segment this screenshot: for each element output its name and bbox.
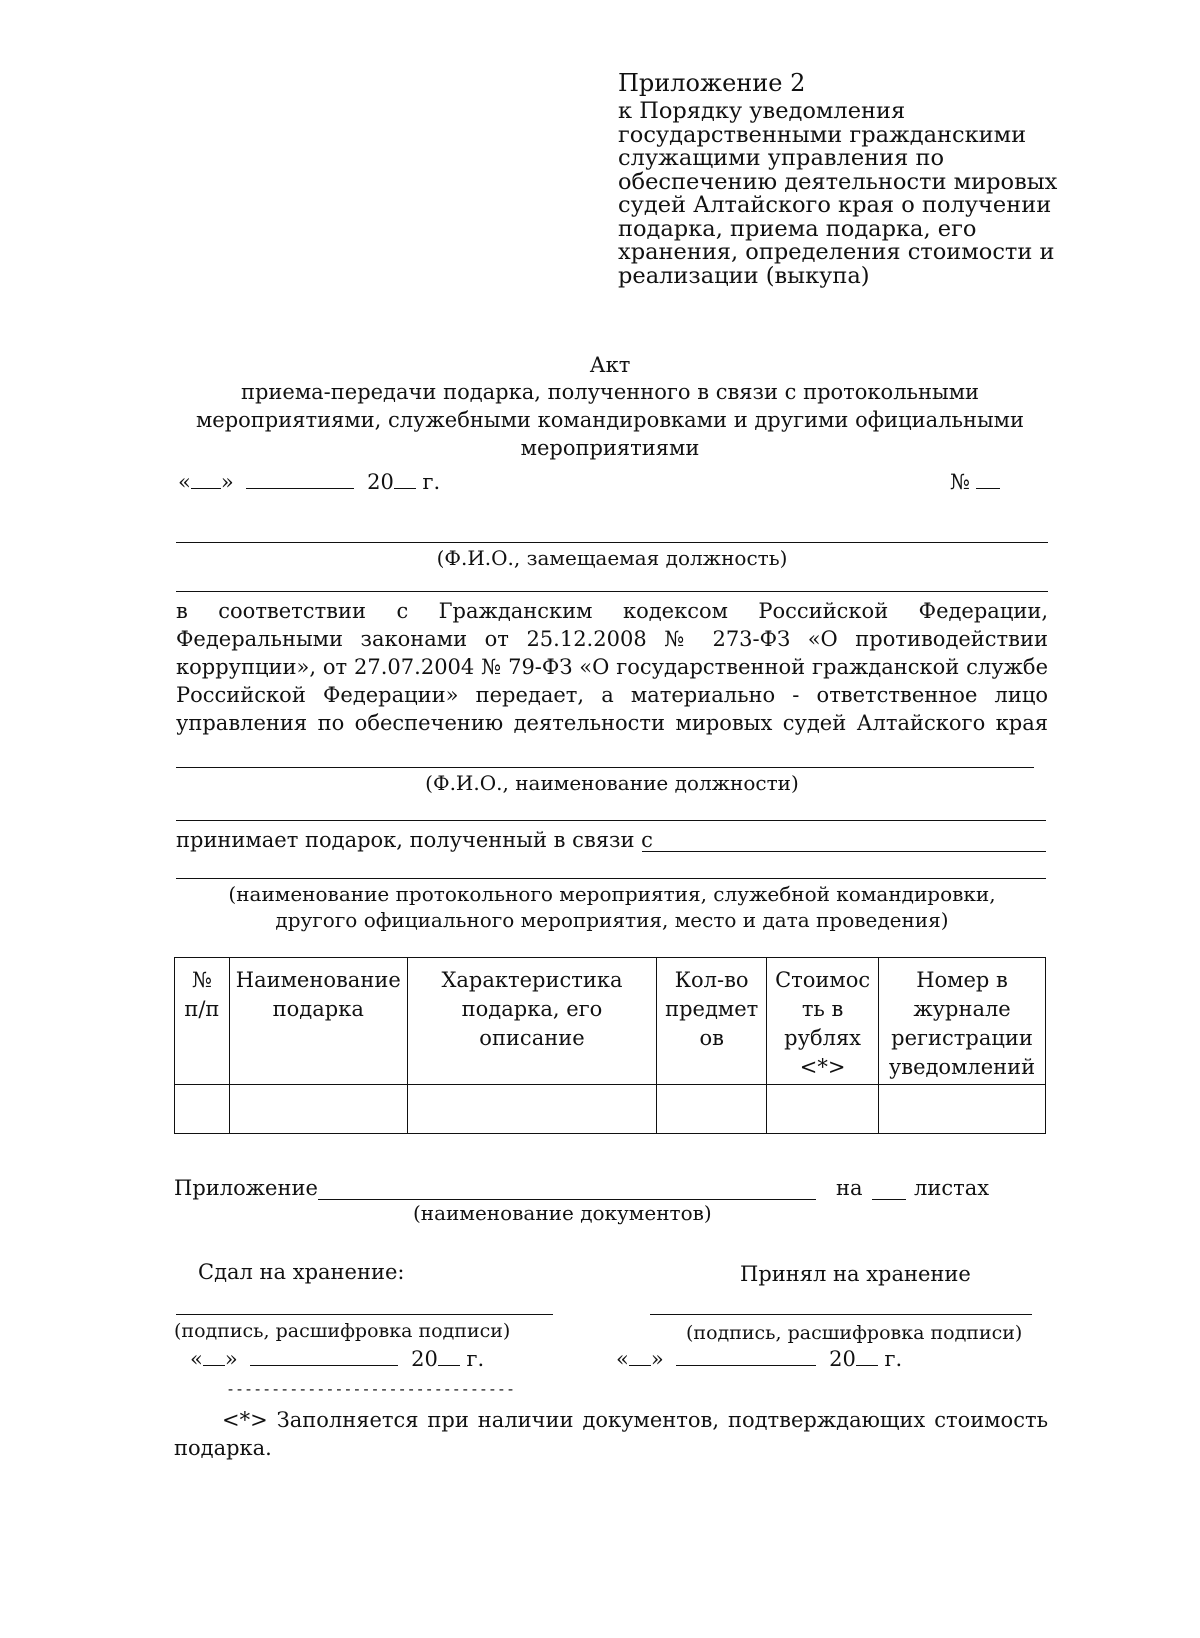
appendix-line: к Порядку уведомления <box>618 98 906 124</box>
table-cell[interactable] <box>175 1085 230 1134</box>
appendix-line: подарка, приема подарка, его <box>618 215 977 242</box>
number-blank[interactable] <box>976 487 1000 489</box>
appendix-line: обеспечению деятельности мировых <box>618 168 1058 195</box>
appendix-line: государственными гражданскими <box>618 121 1027 148</box>
appendix-block <box>618 68 1088 288</box>
table-cell[interactable] <box>407 1085 656 1134</box>
act-subtitle-line: мероприятиями, служебными командировками и другими официальными <box>195 408 1025 432</box>
attachment-caption: (наименование документов) <box>413 1201 712 1225</box>
body-line: в соответствии с Гражданским кодексом Российской Федерации, <box>176 599 1048 623</box>
act-subtitle-line: приема-передачи подарка, полученного в связи с протокольными <box>240 380 980 404</box>
appendix-line: реализации (выкупа) <box>618 262 870 289</box>
gift-table <box>174 957 1046 1134</box>
act-date: « » 20 г. <box>178 470 441 494</box>
accepted-title: Принял на хранение <box>740 1262 971 1286</box>
appendix-text <box>618 100 1088 288</box>
right-day-blank[interactable] <box>629 1364 651 1366</box>
col-header-description: Характеристика подарка, его описание <box>407 958 656 1085</box>
attachment-on-label: на <box>836 1176 863 1200</box>
table-cell[interactable] <box>229 1085 407 1134</box>
right-month-blank[interactable] <box>676 1364 816 1366</box>
left-day-blank[interactable] <box>203 1364 225 1366</box>
event-name-line[interactable] <box>642 851 1046 852</box>
act-subtitle <box>180 378 1040 462</box>
body-line: Российской Федерации» передает, а материально - ответственное лицо <box>176 683 1048 707</box>
body-line: Федеральными законами от 25.12.2008 № 273-ФЗ «О противодействии <box>176 627 1048 651</box>
footnote-separator: -------------------------------- <box>226 1380 515 1398</box>
table-cell[interactable] <box>657 1085 767 1134</box>
appendix-line: хранения, определения стоимости и <box>618 239 1055 265</box>
event-details-line[interactable] <box>176 878 1046 879</box>
left-month-blank[interactable] <box>250 1364 398 1366</box>
attachment-sheets-label: листах <box>914 1176 990 1200</box>
col-header-gift-name: Наименование подарка <box>229 958 407 1085</box>
body-line: управления по обеспечению деятельности мировых судей Алтайского края <box>176 711 1048 735</box>
col-header-cost: Стоимос ть в рублях <*> <box>767 958 879 1085</box>
event-caption <box>176 881 1048 933</box>
receiver-position-line[interactable] <box>176 820 1046 821</box>
appendix-title: Приложение 2 <box>618 69 806 97</box>
table-cell[interactable] <box>767 1085 879 1134</box>
table-header-row <box>175 958 1046 1085</box>
month-blank[interactable] <box>246 487 354 489</box>
right-year-blank[interactable] <box>856 1364 878 1366</box>
table-row <box>175 1085 1046 1134</box>
attachment-sheets-blank[interactable] <box>872 1199 906 1200</box>
giver-position-line[interactable] <box>176 591 1048 592</box>
act-number: № <box>950 468 1000 496</box>
appendix-line: служащими управления по <box>618 145 945 171</box>
right-signature-line[interactable] <box>650 1314 1032 1315</box>
event-caption-line: (наименование протокольного мероприятия, служебной командировки, <box>228 882 996 906</box>
handed-over-title: Сдал на хранение: <box>198 1260 405 1284</box>
body-line: коррупции», от 27.07.2004 № 79-ФЗ «О государственной гражданской службе <box>176 655 1048 679</box>
footnote-line: <*> Заполняется при наличии документов, подтверждающих стоимость <box>222 1408 1048 1432</box>
body-paragraph <box>176 597 1048 737</box>
right-date: « » 20 г. <box>616 1347 903 1371</box>
year-blank[interactable] <box>394 487 416 489</box>
giver-name-line[interactable] <box>176 542 1048 543</box>
right-signature-caption: (подпись, расшифровка подписи) <box>686 1322 1023 1344</box>
col-header-journal-number: Номер в журнале регистрации уведомлений <box>879 958 1046 1085</box>
accepts-text: принимает подарок, полученный в связи с <box>176 828 653 852</box>
receiver-caption: (Ф.И.О., наименование должности) <box>425 771 799 795</box>
attachment-label: Приложение <box>174 1176 318 1200</box>
receiver-name-line[interactable] <box>176 767 1034 768</box>
appendix-line: судей Алтайского края о получении <box>618 192 1052 218</box>
footnote-line: подарка. <box>174 1436 272 1460</box>
table-cell[interactable] <box>879 1085 1046 1134</box>
left-signature-caption: (подпись, расшифровка подписи) <box>174 1320 511 1342</box>
giver-caption: (Ф.И.О., замещаемая должность) <box>436 546 788 570</box>
col-header-quantity: Кол-во предмет ов <box>657 958 767 1085</box>
event-caption-line: другого официального мероприятия, место и дата проведения) <box>275 908 949 932</box>
act-subtitle-line: мероприятиями <box>520 436 700 460</box>
col-header-number: № п/п <box>175 958 230 1085</box>
day-blank[interactable] <box>191 487 221 489</box>
left-date: « » 20 г. <box>190 1347 485 1371</box>
act-title: Акт <box>589 353 631 377</box>
left-signature-line[interactable] <box>176 1314 553 1315</box>
left-year-blank[interactable] <box>438 1364 460 1366</box>
